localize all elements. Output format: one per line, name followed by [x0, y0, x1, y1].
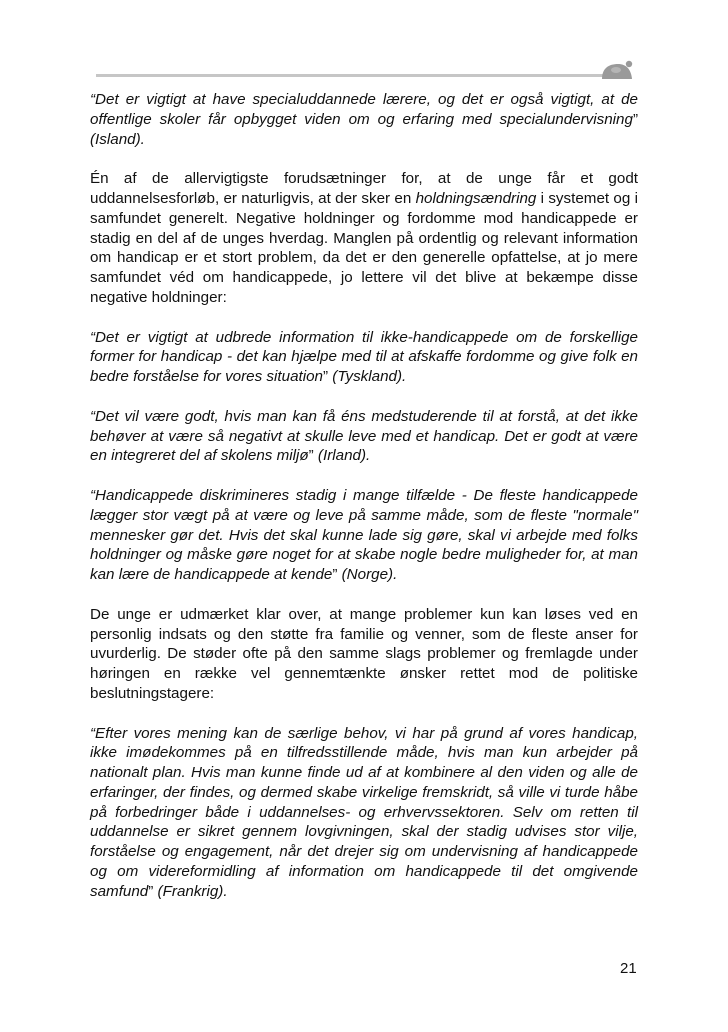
- body-paragraph-attitude: Én af de allervigtigste forudsætninger for, at de unge får et godt uddannelsesforløb, er naturligvis, at der sker en holdningsændring i systemet og i samfundet generelt. Negative holdninger og fordomme mod handicappede er stadig en del af de unges hverdag. Manglen på ordentlig og relevant information om handicap er et stort problem, da det er den generelle opfattelse, at jo mere samfundet véd om handicappede, jo lettere vil det blive at bekæmpe disse negative holdninger:: [90, 170, 638, 306]
- quote-irland: “Det vil være godt, hvis man kan få éns medstuderende til at forstå, at det ikke behøver at være så negativt at skulle leve med et handicap. Det er godt at være en integreret del af skolens miljø” (Irland).: [90, 407, 638, 465]
- quote-island: “Det er vigtigt at have specialuddannede lærere, og det er også vigtigt, at de offentlige skoler får opbygget viden om og erfaring med specialundervisning” (Island).: [90, 91, 638, 148]
- document-body: [90, 90, 638, 921]
- grey-blob-logo-icon: [600, 58, 634, 80]
- quote-norge: “Handicappede diskrimineres stadig i mange tilfælde - De fleste handicappede lægger stor vægt på at være og leve på samme måde, som de fleste "normale" mennesker gør det. Hvis det skal kunne lade sig gøre, skal vi arbejde med folks holdninger og måske gøre noget for at skabe nogle bedre muligheder for, at man kan lære de handicappede at kende” (Norge).: [90, 486, 638, 584]
- header-rule: [96, 74, 626, 77]
- body-paragraph-wishes: De unge er udmærket klar over, at mange problemer kun kan løses ved en personlig indsats og den støtte fra familie og venner, som de fleste anser for uvurderlig. De støder ofte på den samme slags problemer og fremlagde under høringen en række vel gennemtænkte ønsker rettet mod de politiske beslutningstagere:: [90, 605, 638, 702]
- quote-tyskland: “Det er vigtigt at udbrede information til ikke-handicappede om de forskellige former for handicap - det kan hjælpe med til at afskaffe fordomme og give folk en bedre forståelse for vores situation” (Tyskland).: [90, 328, 638, 386]
- quote-frankrig: “Efter vores mening kan de særlige behov, vi har på grund af vores handicap, ikke imødekommes på en tilfredsstillende måde, hvis man kun arbejder på nationalt plan. Hvis man kunne finde ud af at kombinere al den viden og alle de erfaringer, der findes, og dermed skabe virkelige fremskridt, så ville vi turde håbe på forbedringer både i uddannelses- og erhvervssektoren. Selv om retten til uddannelse er sikret gennem lovgivningen, skal der stadig udvises stor vilje, forståelse og engagement, når det drejer sig om undervisning af handicappede og om videreformidling af information om handicappede til det omgivende samfund” (Frankrig).: [90, 724, 638, 900]
- page-number: 21: [620, 960, 637, 977]
